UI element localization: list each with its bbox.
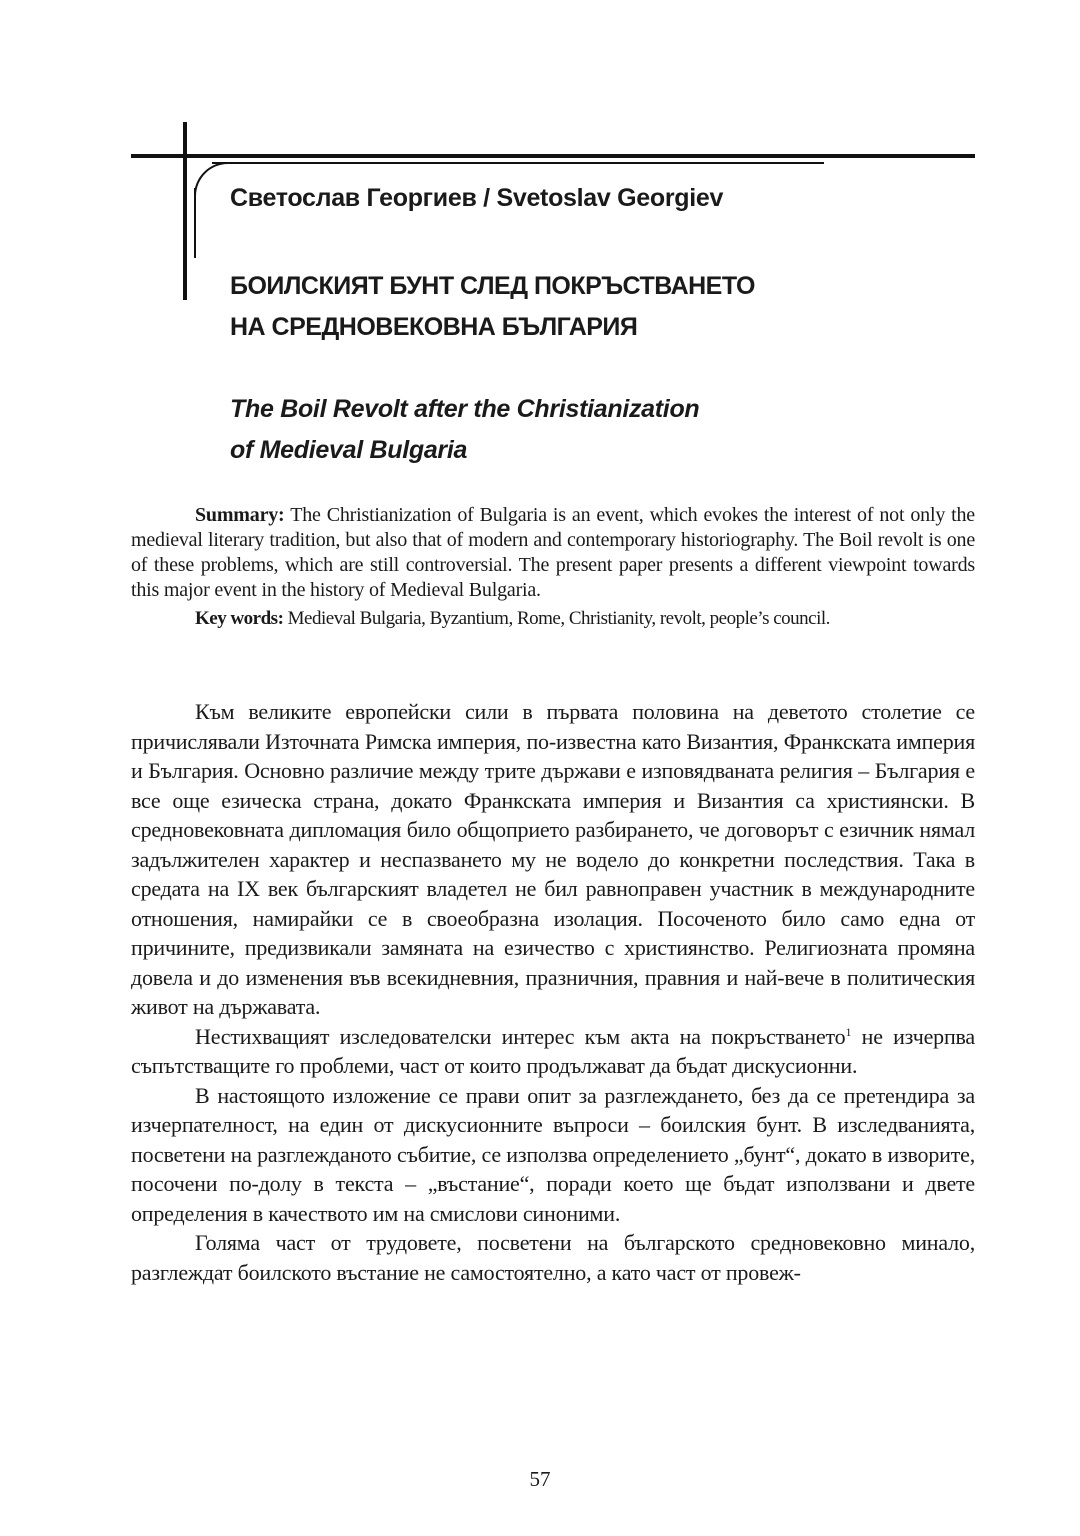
header-rule-left — [183, 122, 187, 300]
header-rule-inner — [212, 162, 824, 164]
summary-text: The Christianization of Bulgaria is an event, which evokes the interest of not only the medieval literary tradition, but also that of modern and contemporary historiography. The Boil revolt is one of these problems, which are still controversial. The present paper presents a different viewpoint towards this major event in the history of Medieval Bulgaria. — [131, 504, 975, 601]
footnote-reference-1[interactable]: 1 — [845, 1024, 852, 1039]
article-body — [131, 697, 975, 1287]
title-english — [230, 389, 699, 471]
body-paragraph-2-start: Нестихващият изследователски интерес към акта на покръстването — [195, 1023, 846, 1049]
author-name: Светослав Георгиев / Svetoslav Georgiev — [230, 184, 724, 212]
body-paragraph-1: Към великите европейски сили в първата половина на деветото столетие се причислявали Източната Римска империя, по-известна като Византия, Франкската империя и България. Основно различие между трите държави е изповядваната религия – България е все още езическа страна, докато Франкската империя и Византия са християнски. В средновековната дипломация било общоприето разбирането, че договорът с езичник нямал задължителен характер и неспазването му не водело до конкретни последствия. Така в средата на IX век българският владетел не бил равноправен участник в международните отношения, намирайки се в своеобразна изолация. Посоченото било само една от причините, предизвикали замяната на езичество с християнство. Религиозната промяна довела и до изменения във всекидневния, празничния, правния и най-вече в политическия живот на държавата. — [131, 699, 975, 1019]
title-bulgarian-line-1: БОИЛСКИЯТ БУНТ СЛЕД ПОКРЪСТВАНЕТО — [230, 272, 755, 300]
abstract — [131, 503, 975, 631]
title-english-line-2: of Medieval Bulgaria — [230, 436, 468, 464]
body-paragraph-2-end: не изчерпва съпътстващите го проблеми, част от които продължават да бъдат дискусионни. — [131, 1023, 975, 1078]
keywords-paragraph — [131, 606, 975, 631]
page-number: 57 — [529, 1467, 551, 1491]
header-rule-inner-left — [194, 188, 196, 258]
title-english-line-1: The Boil Revolt after the Christianization — [230, 395, 700, 423]
title-bulgarian — [230, 266, 755, 348]
keywords-text: Medieval Bulgaria, Byzantium, Rome, Christianity, revolt, people’s council. — [283, 608, 830, 629]
header-rule-corner — [194, 162, 230, 198]
title-bulgarian-line-2: НА СРЕДНОВЕКОВНА БЪЛГАРИЯ — [230, 313, 638, 341]
body-paragraph-2 — [131, 1022, 975, 1081]
keywords-label: Key words: — [195, 608, 284, 629]
body-paragraph-3: В настоящото изложение се прави опит за разглеждането, без да се претендира за изчерпателност, на един от дискусионните въпроси – боилския бунт. В изследванията, посветени на разглежданото събитие, се използва определението „бунт“, докато в изворите, посочени по-долу в текста – „въстание“, поради което ще бъдат използвани и двете определения в качеството им на смислови синоними. — [131, 1082, 975, 1226]
body-paragraph-4: Голяма част от трудовете, посветени на българското средновековно минало, разглеждат боилското въстание не самостоятелно, а като част от провеж- — [131, 1230, 975, 1285]
header-rule-top — [131, 154, 975, 158]
summary-label: Summary: — [195, 504, 285, 526]
summary-paragraph — [131, 503, 975, 603]
